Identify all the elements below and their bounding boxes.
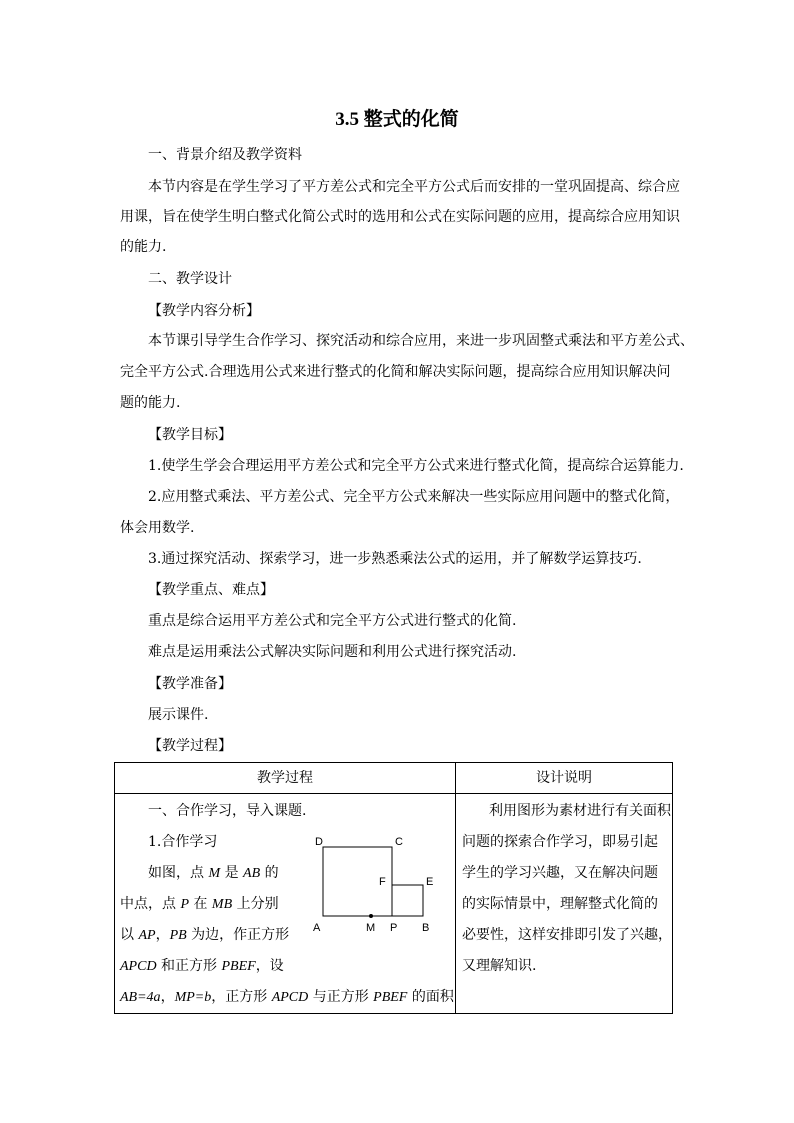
paragraph-line: 的能力. [120,239,167,255]
squares-figure [311,834,441,934]
goal-item: 3.通过探究活动、探索学习，进一步熟悉乘法公式的运用，并了解数学运算技巧. [148,551,642,567]
note-line: 学生的学习兴趣，又在解决问题 [462,865,658,881]
subheading-goals: 【教学目标】 [148,427,232,443]
paragraph-line: 完全平方公式.合理选用公式来进行整式的化简和解决实际问题，提高综合应用知识解决问 [120,364,671,380]
note-line: 问题的探索合作学习，即易引起 [462,834,658,850]
design-notes-cell [456,794,673,1014]
process-substep: 1.合作学习 [148,834,218,850]
label-f: F [379,876,386,888]
table-header-process: 教学过程 [115,763,456,794]
section-heading-background: 一、背景介绍及教学资料 [148,147,302,163]
paragraph-line: 本节内容是在学生学习了平方差公式和完全平方公式后而安排的一堂巩固提高、综合应 [148,179,680,195]
paragraph-line: 题的能力. [120,395,181,411]
table-header-notes: 设计说明 [456,763,673,794]
note-line: 必要性，这样安排即引发了兴趣， [462,927,672,943]
page-title: 3.5 整式的化简 [335,109,459,130]
subheading-process: 【教学过程】 [148,738,232,754]
teaching-process-table [114,762,673,1014]
label-p: P [390,922,398,934]
paragraph-line: 用课，旨在使学生明白整式化简公式时的选用和公式在实际问题的应用，提高综合应用知识 [120,209,680,225]
label-m: M [366,922,376,934]
section-heading-design: 二、教学设计 [148,271,232,287]
process-step-title: 一、合作学习，导入课题. [148,803,307,819]
process-text-line: 以 AP，PB 为边，作正方形 [120,927,290,943]
goal-item: 1.使学生学会合理运用平方差公式和完全平方公式来进行整式化简，提高综合运算能力. [148,458,684,474]
process-text-line: 如图，点 M 是 AB 的 [148,865,279,881]
label-c: C [395,836,403,848]
label-e: E [426,876,434,888]
preparation-item: 展示课件. [148,707,209,723]
note-line: 的实际情景中，理解整式化简的 [462,896,658,912]
label-d: D [315,836,323,848]
goal-item: 2.应用整式乘法、平方差公式、完全平方公式来解决一些实际应用问题中的整式化简， [148,489,680,505]
square-pbef [392,885,423,916]
note-line: 又理解知识. [462,958,537,974]
label-b: B [422,922,430,934]
note-line: 利用图形为素材进行有关面积 [489,803,671,819]
process-text-line: 中点，点 P 在 MB 上分别 [120,896,279,912]
process-text-line: APCD 和正方形 PBEF，设 [120,958,284,974]
subheading-analysis: 【教学内容分析】 [148,303,260,319]
paragraph-line: 本节课引导学生合作学习、探究活动和综合应用，来进一步巩固整式乘法和平方差公式、 [148,333,694,349]
point-m [369,914,373,918]
key-point: 难点是运用乘法公式解决实际问题和利用公式进行探究活动. [148,644,517,660]
process-text-line: AB=4a，MP=b，正方形 APCD 与正方形 PBEF 的面积 [120,989,454,1005]
subheading-key-points: 【教学重点、难点】 [148,582,274,598]
process-cell [115,794,456,1014]
goal-item-continued: 体会用数学. [120,520,195,536]
subheading-preparation: 【教学准备】 [148,676,232,692]
label-a: A [313,922,321,934]
key-point: 重点是综合运用平方差公式和完全平方公式进行整式的化简. [148,613,517,629]
